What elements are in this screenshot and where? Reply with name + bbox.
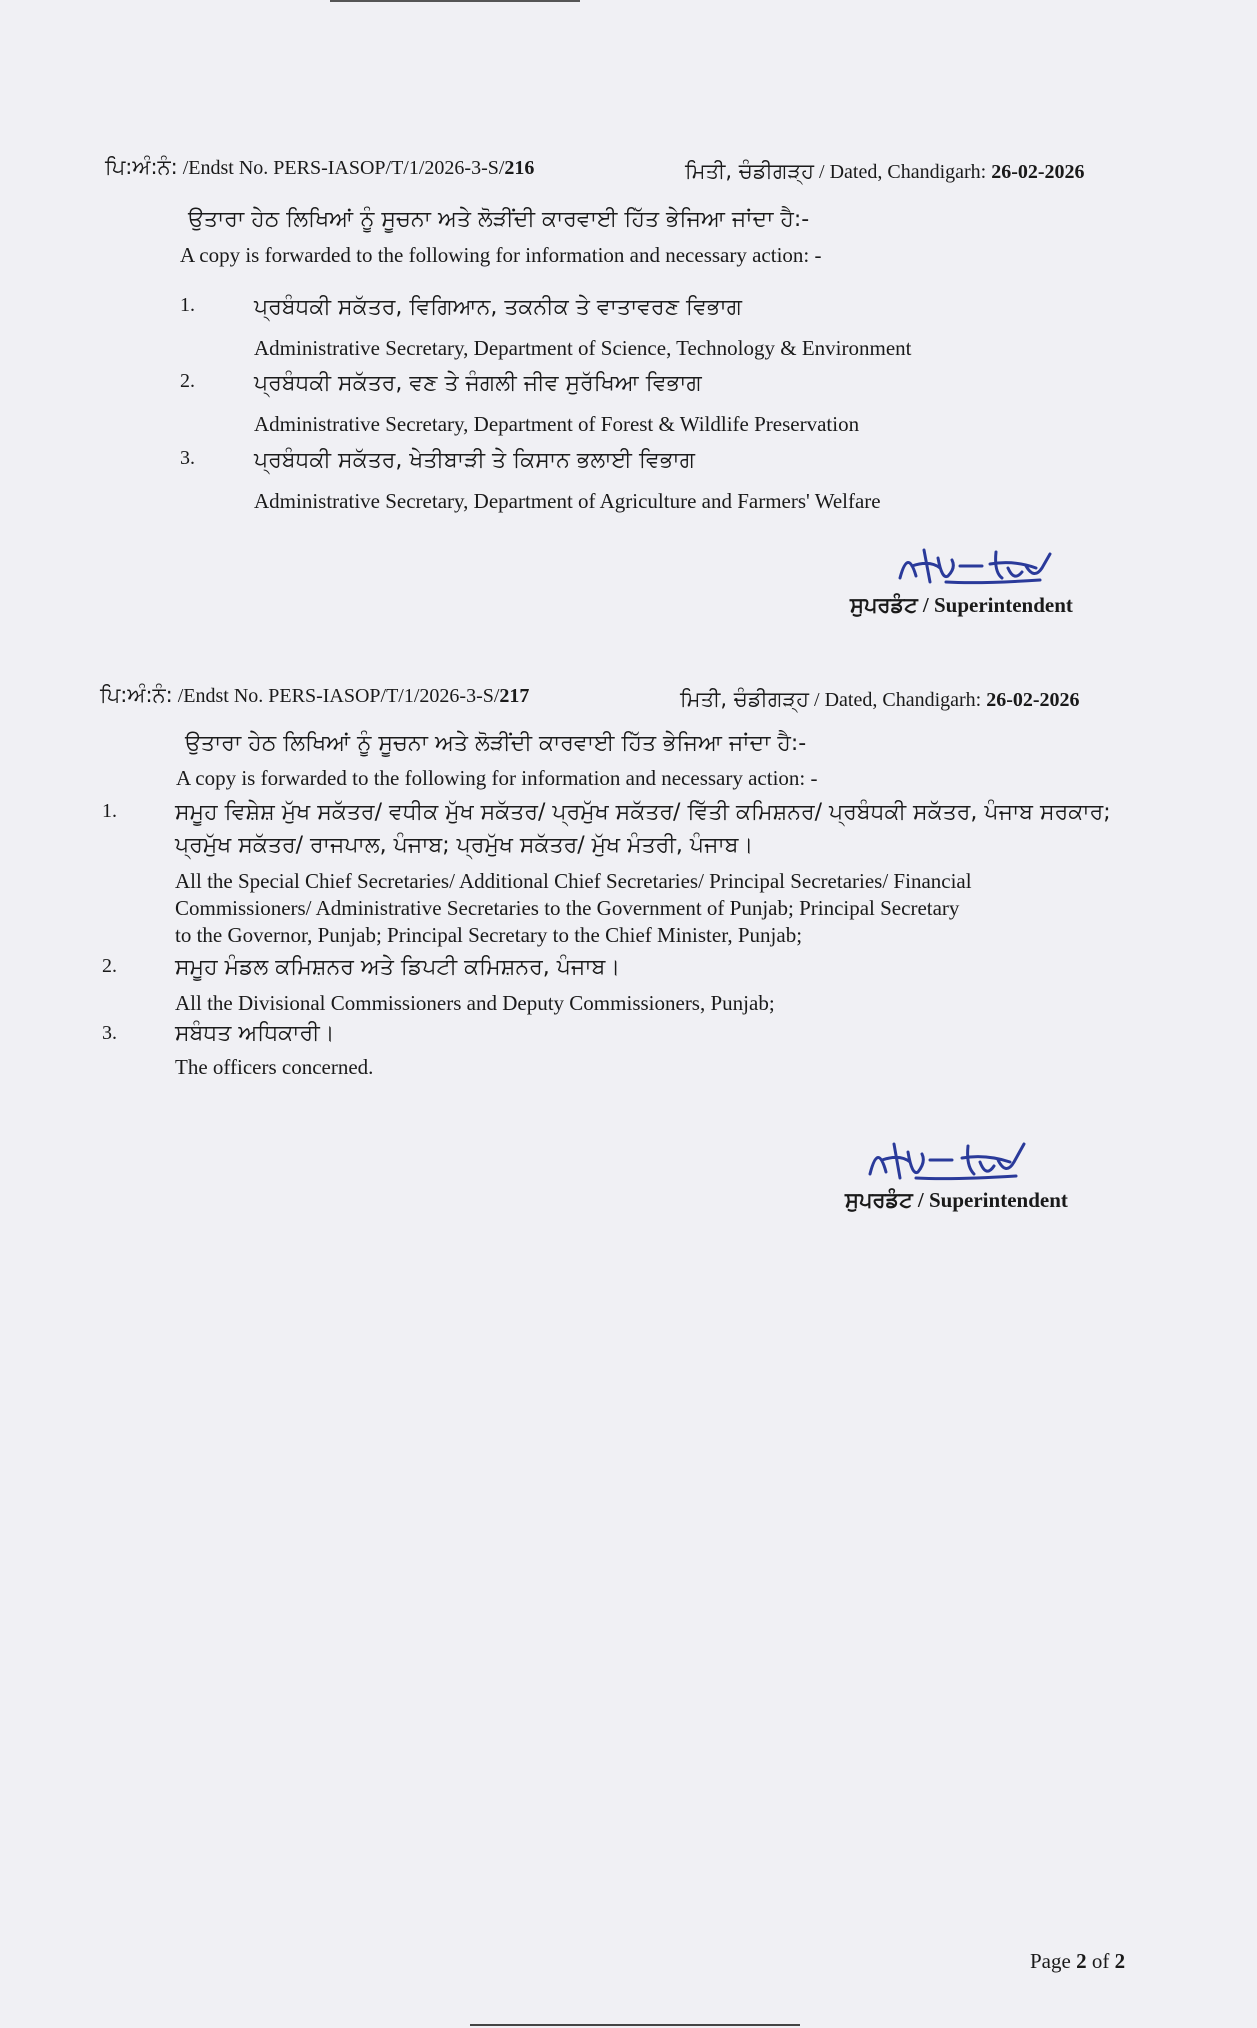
ref-label-english: /Endst No. PERS-IASOP/T/1/2026-3-S/ (177, 685, 500, 707)
ref-label-english: /Endst No. PERS-IASOP/T/1/2026-3-S/ (182, 157, 505, 179)
item-english: Administrative Secretary, Department of Science, Technology & Environment (254, 336, 912, 360)
page-number (1030, 1949, 1125, 1974)
scan-edge-line (470, 2024, 800, 2026)
endorsement-2-reference (100, 683, 529, 708)
item-punjabi: ਸਬੰਧਤ ਅਧਿਕਾਰੀ। (175, 1021, 335, 1046)
item-english: Administrative Secretary, Department of Agriculture and Farmers' Welfare (254, 489, 881, 513)
item-number: 1. (180, 294, 195, 316)
ref-number: 217 (499, 685, 530, 707)
intro-english: A copy is forwarded to the following for information and necessary action: - (180, 243, 822, 267)
signatory-title-punjabi: ਸੁਪਰਡੰਟ (850, 593, 918, 617)
item-number: 3. (180, 447, 195, 469)
page-prefix: Page (1030, 1949, 1071, 1973)
item-punjabi-line: ਪ੍ਰਮੁੱਖ ਸਕੱਤਰ/ ਰਾਜਪਾਲ, ਪੰਜਾਬ; ਪ੍ਰਮੁੱਖ ਸਕੱਤਰ/ ਮੁੱਖ ਮੰਤਰੀ, ਪੰਜਾਬ। (175, 833, 754, 858)
item-english-line: All the Special Chief Secretaries/ Additional Chief Secretaries/ Principal Secretaries/ Financial (175, 869, 972, 893)
intro-punjabi: ਉਤਾਰਾ ਹੇਠ ਲਿਖਿਆਂ ਨੂੰ ਸੂਚਨਾ ਅਤੇ ਲੋੜੀਂਦੀ ਕਾਰਵਾਈ ਹਿੱਤ ਭੇਜਿਆ ਜਾਂਦਾ ਹੈ:- (188, 207, 810, 232)
item-punjabi: ਪ੍ਰਬੰਧਕੀ ਸਕੱਤਰ, ਵਿਗਿਆਨ, ਤਕਨੀਕ ਤੇ ਵਾਤਾਵਰਣ ਵਿਭਾਗ (254, 295, 742, 320)
signatory-title-english: / Superintendent (922, 593, 1073, 617)
endorsement-1-date (685, 159, 1085, 184)
item-punjabi: ਪ੍ਰਬੰਧਕੀ ਸਕੱਤਰ, ਖੇਤੀਬਾੜੀ ਤੇ ਕਿਸਾਨ ਭਲਾਈ ਵਿਭਾਗ (254, 448, 695, 473)
item-number: 1. (102, 800, 117, 822)
ref-label-punjabi: ਪਿ:ਅੰ:ਨੰ: (105, 155, 178, 179)
page-total: 2 (1114, 1949, 1126, 1973)
ref-label-punjabi: ਪਿ:ਅੰ:ਨੰ: (100, 683, 173, 707)
date-label-punjabi: ਮਿਤੀ, ਚੰਡੀਗੜ੍ਹ (680, 687, 810, 711)
endorsement-1-reference (105, 155, 534, 180)
date-label-punjabi: ਮਿਤੀ, ਚੰਡੀਗੜ੍ਹ (685, 159, 815, 183)
date-value: 26-02-2026 (991, 161, 1085, 183)
item-number: 2. (180, 370, 195, 392)
handwritten-signature (860, 1130, 1040, 1190)
item-english-line: Commissioners/ Administrative Secretaries to the Government of Punjab; Principal Secretary (175, 896, 960, 920)
endorsement-2-date (680, 687, 1080, 712)
item-number: 3. (102, 1022, 117, 1044)
page-of: of (1091, 1949, 1110, 1973)
signatory-title (845, 1188, 1068, 1213)
item-english: Administrative Secretary, Department of Forest & Wildlife Preservation (254, 412, 860, 436)
item-english: All the Divisional Commissioners and Deputy Commissioners, Punjab; (175, 991, 775, 1015)
signatory-title (850, 593, 1073, 618)
date-value: 26-02-2026 (986, 689, 1080, 711)
item-number: 2. (102, 955, 117, 977)
item-punjabi-line: ਸਮੂਹ ਵਿਸ਼ੇਸ਼ ਮੁੱਖ ਸਕੱਤਰ/ ਵਧੀਕ ਮੁੱਖ ਸਕੱਤਰ/ ਪ੍ਰਮੁੱਖ ਸਕੱਤਰ/ ਵਿੱਤੀ ਕਮਿਸ਼ਨਰ/ ਪ੍ਰਬੰਧਕੀ ਸਕੱਤਰ, ਪੰਜਾਬ ਸਰਕਾਰ; (175, 800, 1111, 825)
intro-english: A copy is forwarded to the following for information and necessary action: - (176, 766, 818, 790)
page-current: 2 (1076, 1949, 1087, 1973)
ref-number: 216 (504, 157, 535, 179)
date-label-english: / Dated, Chandigarh: (814, 689, 982, 711)
signatory-title-english: / Superintendent (917, 1188, 1068, 1212)
item-english: The officers concerned. (175, 1055, 374, 1079)
item-punjabi: ਪ੍ਰਬੰਧਕੀ ਸਕੱਤਰ, ਵਣ ਤੇ ਜੰਗਲੀ ਜੀਵ ਸੁਰੱਖਿਆ ਵਿਭਾਗ (254, 371, 702, 396)
signatory-title-punjabi: ਸੁਪਰਡੰਟ (845, 1188, 913, 1212)
intro-punjabi: ਉਤਾਰਾ ਹੇਠ ਲਿਖਿਆਂ ਨੂੰ ਸੂਚਨਾ ਅਤੇ ਲੋੜੀਂਦੀ ਕਾਰਵਾਈ ਹਿੱਤ ਭੇਜਿਆ ਜਾਂਦਾ ਹੈ:- (185, 731, 807, 756)
date-label-english: / Dated, Chandigarh: (819, 161, 987, 183)
handwritten-signature (890, 538, 1060, 593)
item-punjabi: ਸਮੂਹ ਮੰਡਲ ਕਮਿਸ਼ਨਰ ਅਤੇ ਡਿਪਟੀ ਕਮਿਸ਼ਨਰ, ਪੰਜਾਬ। (175, 955, 621, 980)
item-english-line: to the Governor, Punjab; Principal Secretary to the Chief Minister, Punjab; (175, 923, 803, 947)
scan-edge-line (330, 0, 580, 2)
